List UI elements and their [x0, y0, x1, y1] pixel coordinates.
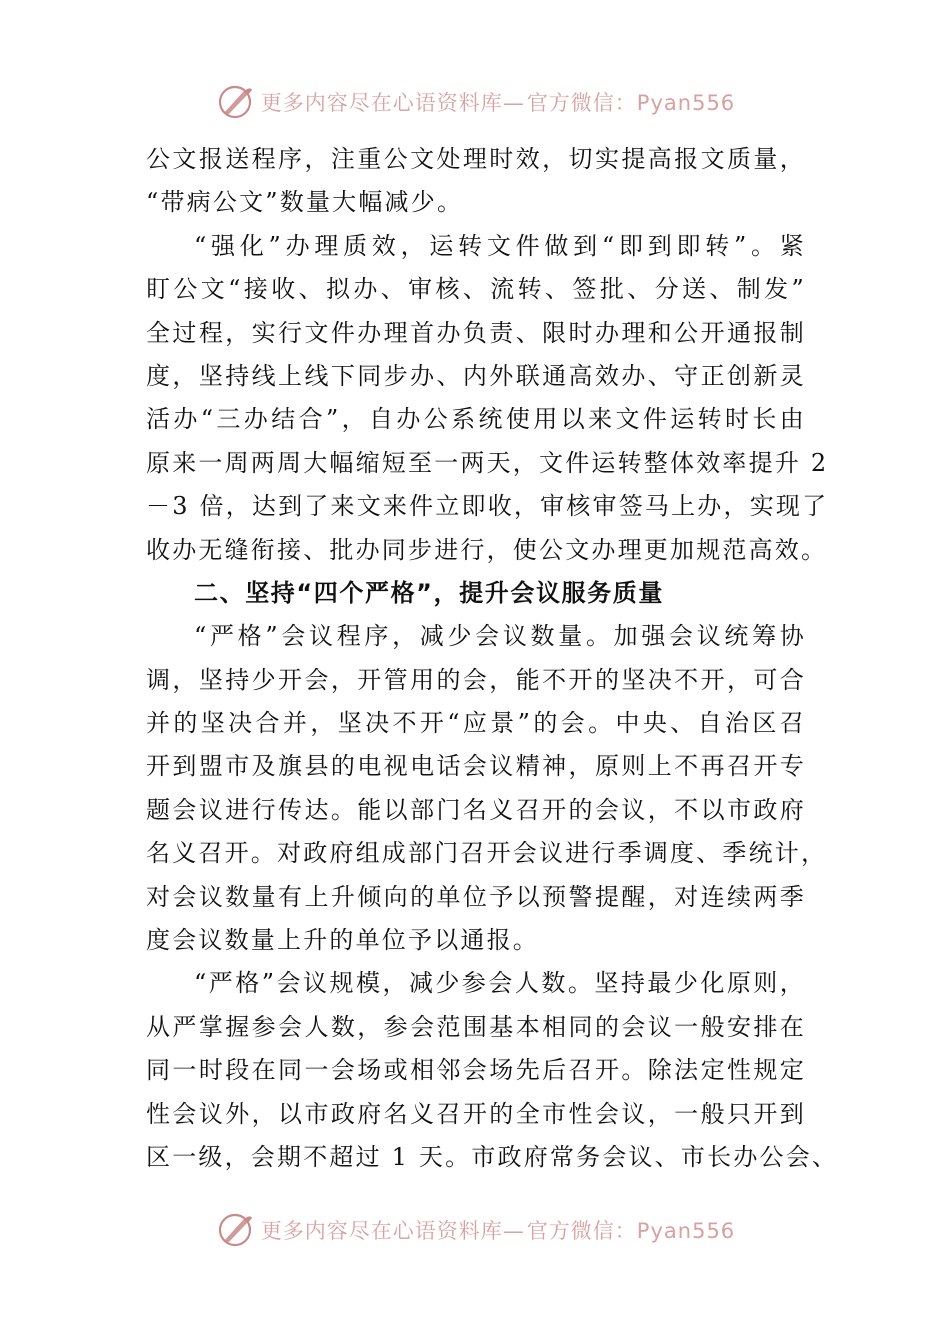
paragraph-4 [146, 962, 839, 1179]
text-line: “强化”办理质效，运转文件做到“即到即转”。紧 [194, 231, 806, 260]
text-line: “严格”会议规模，减少参会人数。坚持最少化原则， [194, 969, 806, 998]
text-line: 全过程，实行文件办理首办负责、限时办理和公开通报制 [146, 318, 806, 347]
document-body [146, 138, 839, 1179]
text-line: 盯公文“接收、拟办、审核、流转、签批、分送、制发” [146, 275, 806, 304]
text-line: 性会议外，以市政府名义召开的全市性会议，一般只开到 [146, 1099, 806, 1128]
quill-logo-icon [215, 82, 255, 122]
section-heading: 二、坚持“四个严格”，提升会议服务质量 [194, 578, 664, 607]
text-line: －3 倍，达到了来文来件立即收，审核审签马上办，实现了 [146, 492, 829, 521]
watermark-banner-bottom [0, 1208, 950, 1252]
text-line: 题会议进行传达。能以部门名义召开的会议，不以市政府 [146, 795, 806, 824]
text-line: 区一级，会期不超过 1 天。市政府常务会议、市长办公会、 [146, 1142, 839, 1171]
text-line: 名义召开。对政府组成部门召开会议进行季调度、季统计， [146, 839, 828, 868]
text-line: 原来一周两周大幅缩短至一两天，文件运转整体效率提升 2 [146, 448, 829, 477]
text-line: 对会议数量有上升倾向的单位予以预警提醒，对连续两季 [146, 882, 806, 911]
paragraph-1 [146, 138, 806, 225]
watermark-text: 更多内容尽在心语资料库—官方微信：Pyan556 [260, 1219, 736, 1243]
text-line: 并的坚决合并，坚决不开“应景”的会。中央、自治区召 [146, 709, 806, 738]
text-line: “严格”会议程序，减少会议数量。加强会议统筹协 [194, 622, 806, 651]
text-line: 从严掌握参会人数，参会范围基本相同的会议一般安排在 [146, 1012, 806, 1041]
watermark-text: 更多内容尽在心语资料库—官方微信：Pyan556 [260, 91, 736, 115]
text-line: 公文报送程序，注重公文处理时效，切实提高报文质量， [146, 145, 806, 173]
text-line: 调，坚持少开会，开管用的会，能不开的坚决不开，可合 [146, 665, 806, 694]
watermark-banner-top [0, 80, 950, 124]
text-line: 收办无缝衔接、批办同步进行，使公文办理更加规范高效。 [146, 535, 828, 564]
paragraph-2 [146, 225, 829, 572]
text-line: 度会议数量上升的单位予以通报。 [146, 926, 539, 955]
text-line: 活办“三办结合”，自办公系统使用以来文件运转时长由 [146, 405, 806, 434]
text-line: 开到盟市及旗县的电视电话会议精神，原则上不再召开专 [146, 752, 806, 781]
text-line: 度，坚持线上线下同步办、内外联通高效办、守正创新灵 [146, 361, 806, 390]
text-line: “带病公文”数量大幅减少。 [146, 188, 464, 217]
quill-logo-icon [215, 1210, 255, 1250]
paragraph-3 [146, 615, 828, 962]
text-line: 同一时段在同一会场或相邻会场先后召开。除法定性规定 [146, 1056, 806, 1085]
